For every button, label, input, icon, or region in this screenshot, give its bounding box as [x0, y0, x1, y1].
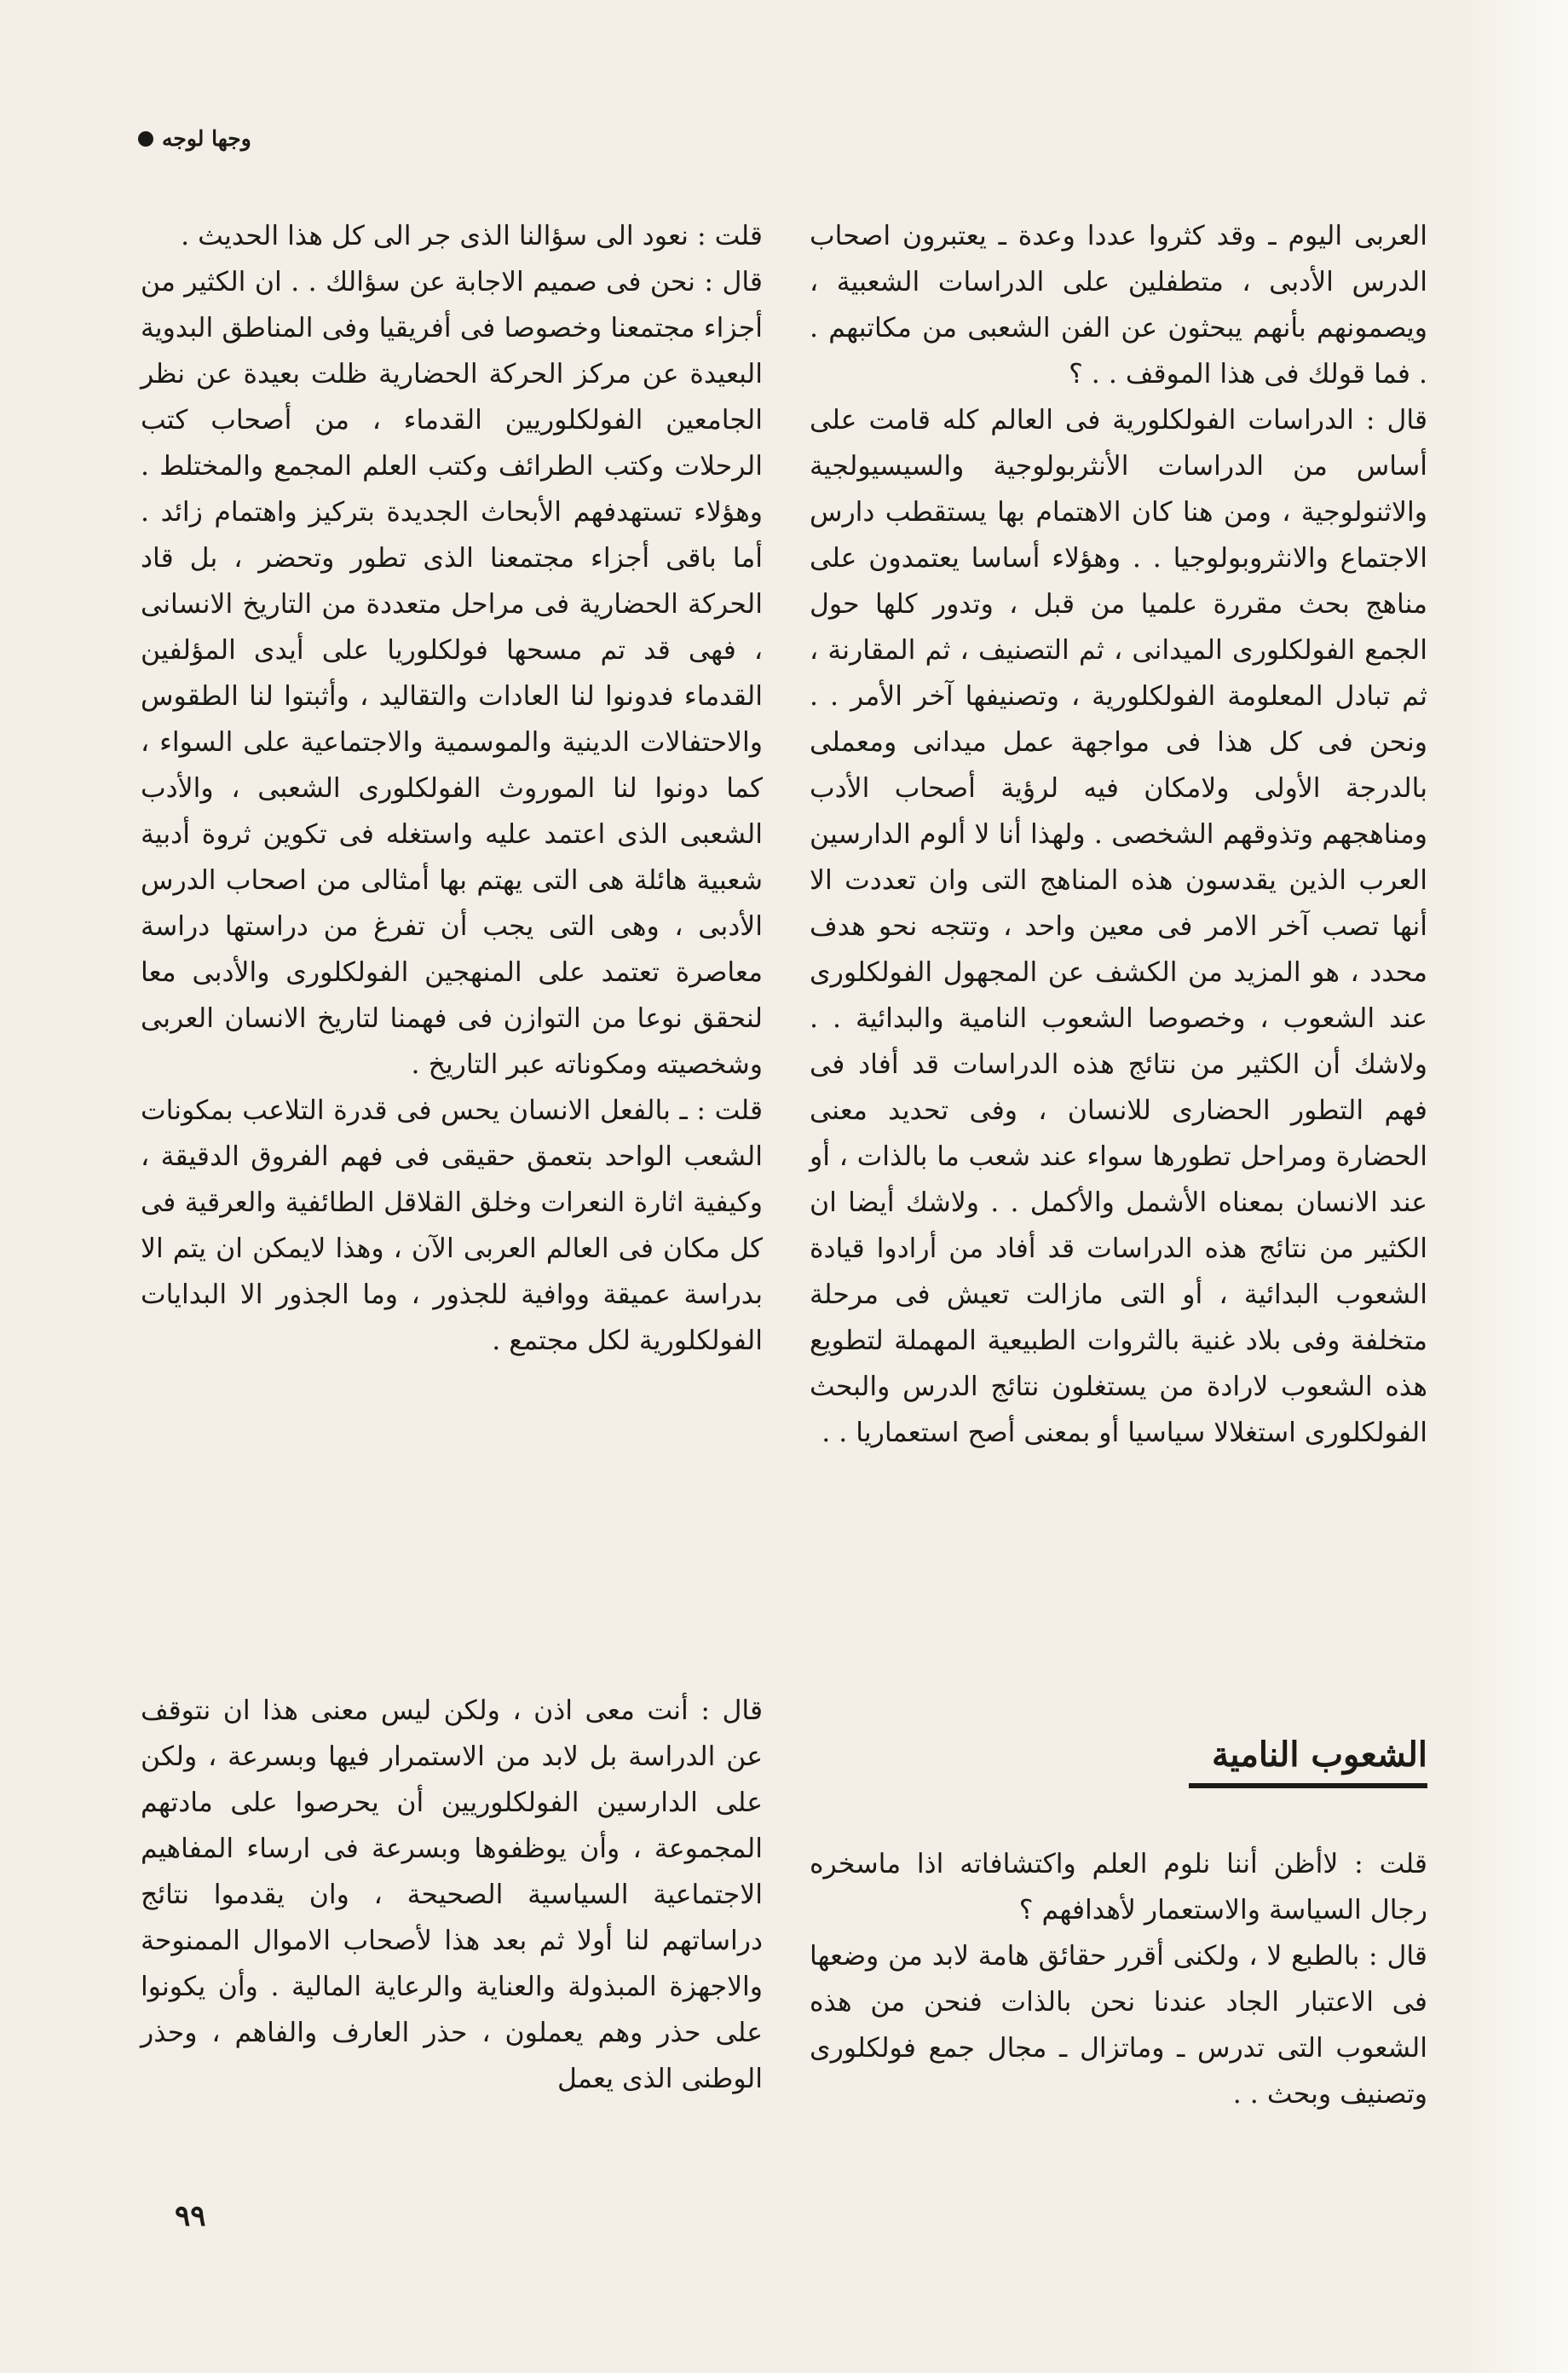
section-heading: الشعوب النامية — [1211, 1735, 1427, 1775]
paragraph: قال : أنت معى اذن ، ولكن ليس معنى هذا ان نتوقف عن الدراسة بل لابد من الاستمرار فيها وبسرعة ، ولكن على الدارسين الفولكلوريين أن يحرصوا على مادتهم المجموعة ، وأن يوظفوها وبسرعة فى ارساء المفاهيم الاجتماعية السياسية الصحيحة ، وان يقدموا نتائج دراساتهم لنا أولا ثم بعد هذا لأصحاب الاموال الممنوحة والاجهزة المبذولة والعناية والرعاية المالية . وأن يكونوا على حذر وهم يعملون ، حذر العارف والفاهم ، وحذر الوطنى الذى يعمل — [141, 1695, 763, 2094]
left-column — [141, 213, 763, 1364]
running-head — [138, 126, 251, 151]
paragraph: قلت : ـ بالفعل الانسان يحس فى قدرة التلاعب بمكونات الشعب الواحد بتعمق حقيقى فى فهم الفروق الدقيقة ، وكيفية اثارة النعرات وخلق القلاقل الطائفية والعرقية فى كل مكان فى العالم العربى الآن ، وهذا لايمكن ان يتم الا بدراسة عميقة ووافية للجذور ، وما الجذور الا البدايات الفولكلورية لكل مجتمع . — [141, 1095, 763, 1356]
page-edge — [1457, 0, 1568, 2373]
page-number: ٩٩ — [175, 2199, 206, 2233]
right-column — [810, 213, 1427, 1456]
paragraph: قال : بالطبع لا ، ولكنى أقرر حقائق هامة لابد من وضعها فى الاعتبار الجاد عندنا نحن بالذات فنحن من هذه الشعوب التى تدرس ـ وماتزال ـ مجال جمع فولكلورى وتصنيف وبحث . . — [810, 1941, 1427, 2110]
paragraph: قال : الدراسات الفولكلورية فى العالم كله قامت على أساس من الدراسات الأنثربولوجية والسيسيولجية والاثنولوجية ، ومن هنا كان الاهتمام بها يستقطب دارس الاجتماع والانثروبولوجيا . . وهؤلاء أساسا يعتمدون على مناهج بحث مقررة علميا من قبل ، وتدور كلها حول الجمع الفولكلورى الميدانى ، ثم التصنيف ، ثم المقارنة ، ثم تبادل المعلومة الفولكلورية ، وتصنيفها آخر الأمر . . ونحن فى كل هذا فى مواجهة عمل ميدانى ومعملى بالدرجة الأولى ولامكان فيه لرؤية أصحاب الأدب ومناهجهم وتذوقهم الشخصى . ولهذا أنا لا ألوم الدارسين العرب الذين يقدسون هذه المناهج التى وان تعددت الا أنها تصب آخر الامر فى معين واحد ، وتتجه نحو هدف محدد ، هو المزيد من الكشف عن المجهول الفولكلورى عند الشعوب ، وخصوصا الشعوب النامية والبدائية . . ولاشك أن الكثير من نتائج هذه الدراسات قد أفاد فى فهم التطور الحضارى للانسان ، وفى تحديد معنى الحضارة ومراحل تطورها سواء عند شعب ما بالذات ، أو عند الانسان بمعناه الأشمل والأكمل . . ولاشك أيضا ان الكثير من نتائج هذه الدراسات قد أفاد من أرادوا قيادة الشعوب البدائية ، أو التى مازالت تعيش فى مرحلة متخلفة وفى بلاد غنية بالثروات الطبيعية المهملة لتطويع هذه الشعوب لارادة من يستغلون نتائج الدرس والبحث الفولكلورى استغلالا سياسيا أو بمعنى أصح استعماريا . . — [810, 405, 1427, 1448]
paragraph: قال : نحن فى صميم الاجابة عن سؤالك . . ان الكثير من أجزاء مجتمعنا وخصوصا فى أفريقيا وفى المناطق البدوية البعيدة عن مركز الحركة الحضارية ظلت بعيدة عن نظر الجامعين الفولكلوريين القدماء ، من أصحاب كتب الرحلات وكتب الطرائف وكتب العلم المجمع والمختلط . وهؤلاء تستهدفهم الأبحاث الجديدة بتركيز واهتمام زائد . أما باقى أجزاء مجتمعنا الذى تطور وتحضر ، بل قاد الحركة الحضارية فى مراحل متعددة من التاريخ الانسانى ، فهى قد تم مسحها فولكلوريا على أيدى المؤلفين القدماء فدونوا لنا العادات والتقاليد ، وأثبتوا لنا الطقوس والاحتفالات الدينية والموسمية والاجتماعية على السواء ، كما دونوا لنا الموروث الفولكلورى الشعبى ، والأدب الشعبى الذى اعتمد عليه واستغله فى تكوين ثروة أدبية شعبية هائلة هى التى يهتم بها أمثالى من اصحاب الدرس الأدبى ، وهى التى يجب أن تفرغ من دراستها دراسة معاصرة تعتمد على المنهجين الفولكلورى والأدبى معا لنحقق نوعا من التوازن فى فهمنا لتاريخ الانسان العربى وشخصيته ومكوناته عبر التاريخ . — [141, 267, 763, 1080]
running-title: وجها لوجه — [162, 126, 251, 151]
paragraph: العربى اليوم ـ وقد كثروا عددا وعدة ـ يعتبرون اصحاب الدرس الأدبى ، متطفلين على الدراسات الشعبية ، ويصمونهم بأنهم يبحثون عن الفن الشعبى من مكاتبهم . . فما قولك فى هذا الموقف . . ؟ — [810, 221, 1427, 390]
paragraph: قلت : نعود الى سؤالنا الذى جر الى كل هذا الحديث . — [181, 221, 763, 251]
paragraph: قلت : لاأظن أننا نلوم العلم واكتشافاته اذا ماسخره رجال السياسة والاستعمار لأهدافهم ؟ — [810, 1849, 1427, 1926]
left-column-lower — [141, 1688, 763, 2102]
heading-rule — [1189, 1783, 1427, 1788]
bullet-icon — [138, 131, 153, 147]
section-heading-block — [1189, 1735, 1427, 1788]
right-column-section — [810, 1841, 1427, 2117]
